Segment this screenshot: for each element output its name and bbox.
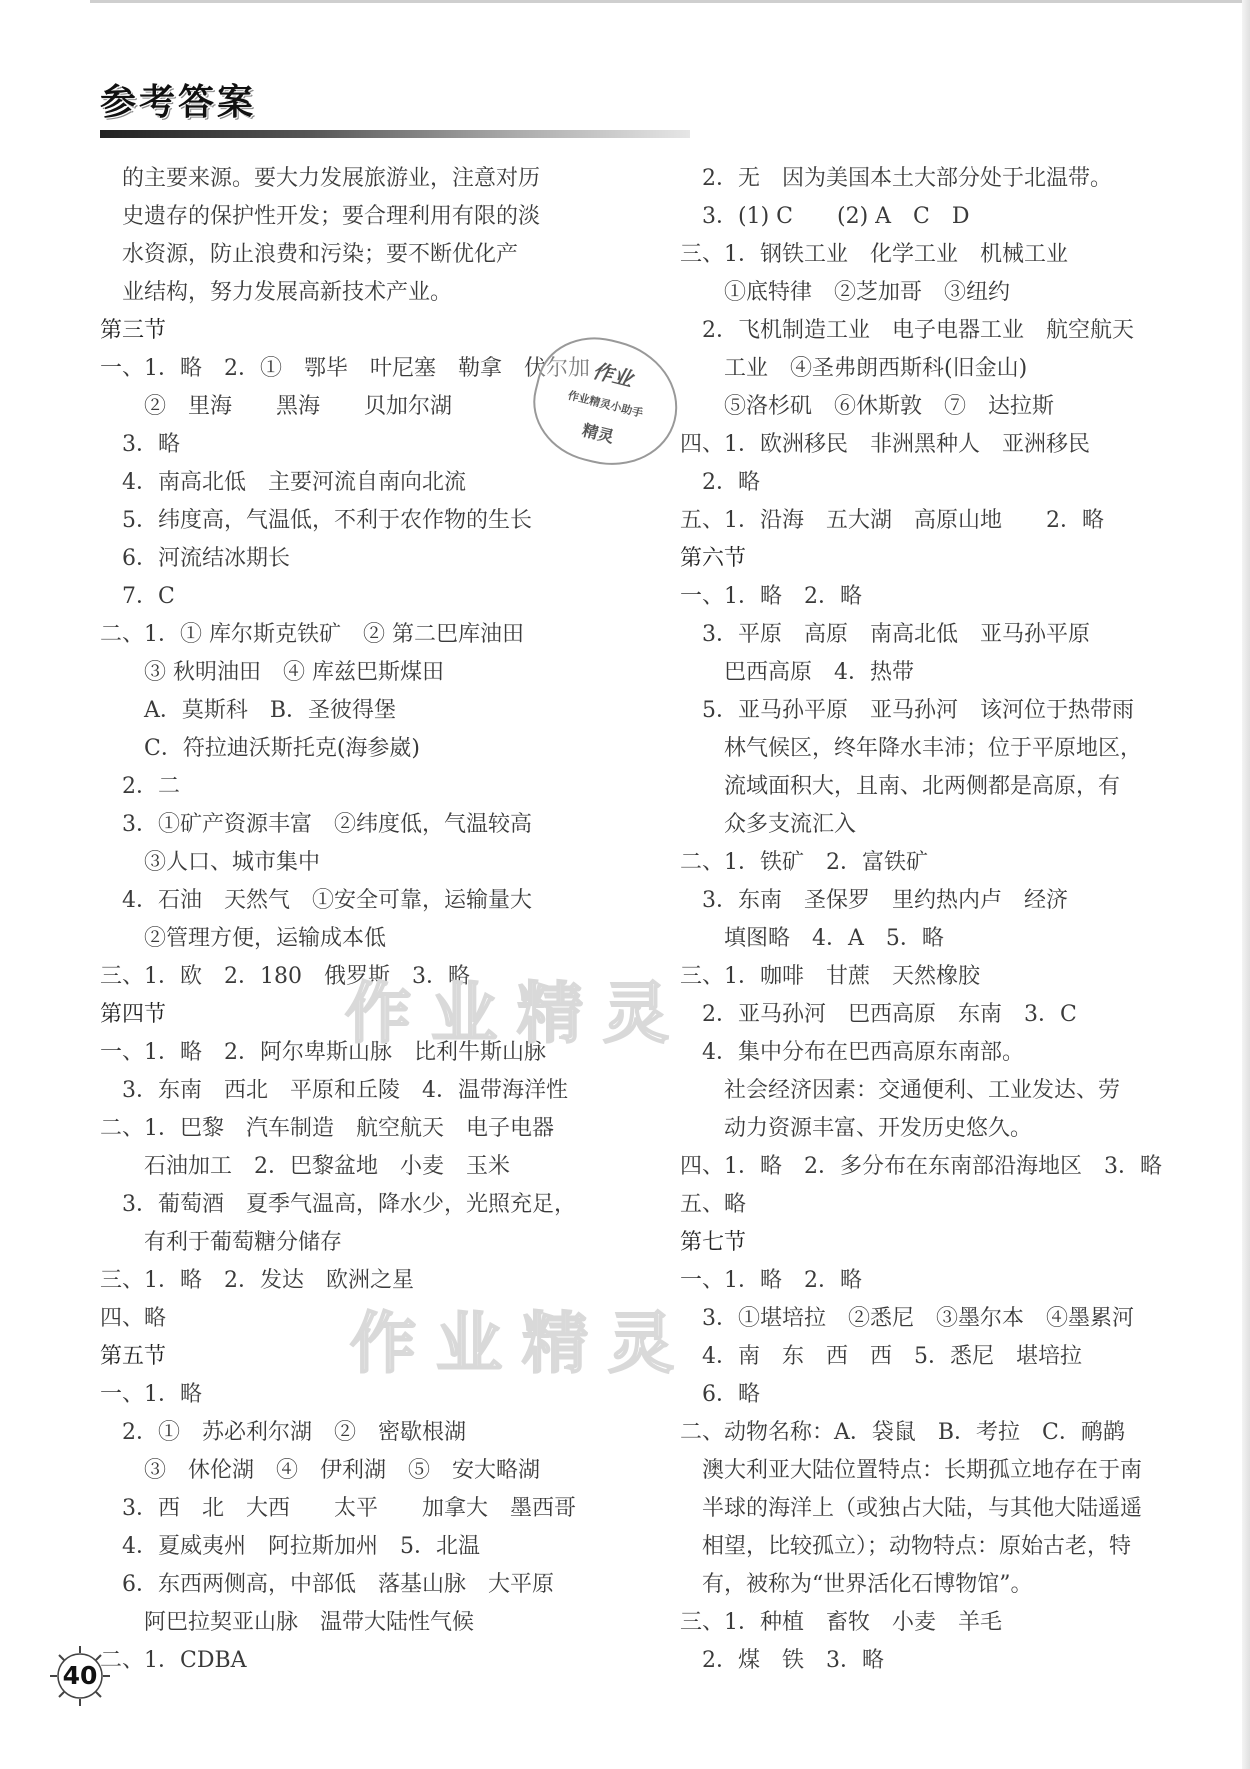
top-border	[90, 0, 1250, 3]
section-heading: 第五节	[100, 1344, 167, 1369]
answer-line: ③ 休伦湖 ④ 伊利湖 ⑤ 安大略湖	[100, 1458, 541, 1483]
answer-line: 2．略	[680, 470, 760, 495]
answer-line: 林气候区，终年降水丰沛；位于平原地区，	[680, 736, 1143, 761]
answer-line: 二、1．巴黎 汽车制造 航空航天 电子电器	[100, 1116, 554, 1141]
answer-line: 有，被称为“世界活化石博物馆”。	[680, 1572, 1033, 1597]
section-heading: 第四节	[100, 1002, 167, 1027]
right-column	[680, 160, 1200, 1680]
answer-line: 四、1．略 2．多分布在东南部沿海地区 3．略	[680, 1154, 1162, 1179]
answer-line: 二、动物名称：A．袋鼠 B．考拉 C．鸸鹋	[680, 1420, 1125, 1445]
stamp-line-1: 作业	[590, 358, 636, 392]
section-heading: 第七节	[680, 1230, 747, 1255]
answer-line: 3．西 北 大西 太平 加拿大 墨西哥	[100, 1496, 576, 1521]
answer-line: 四、略	[100, 1306, 167, 1331]
answer-line: ② 里海 黑海 贝加尔湖	[100, 394, 453, 419]
page-edge	[1242, 0, 1250, 1769]
answer-line: 动力资源丰富、开发历史悠久。	[680, 1116, 1033, 1141]
answer-line: 3．东南 西北 平原和丘陵 4．温带海洋性	[100, 1078, 568, 1103]
watermark-text: 作业精灵	[350, 1305, 694, 1382]
answer-line: 2．① 苏必利尔湖 ② 密歇根湖	[100, 1420, 466, 1445]
answer-line: 一、1．略 2．略	[680, 584, 862, 609]
answer-line: 石油加工 2．巴黎盆地 小麦 玉米	[100, 1154, 510, 1179]
answer-line: 水资源，防止浪费和污染；要不断优化产	[100, 242, 519, 267]
answer-line: 3．葡萄酒 夏季气温高，降水少，光照充足，	[100, 1192, 576, 1217]
answer-line: 2．无 因为美国本土大部分处于北温带。	[680, 166, 1112, 191]
answer-line: 阿巴拉契亚山脉 温带大陆性气候	[100, 1610, 475, 1635]
answer-line: 三、1．略 2．发达 欧洲之星	[100, 1268, 414, 1293]
answer-line: 3．东南 圣保罗 里约热内卢 经济	[680, 888, 1068, 913]
answer-line: 众多支流汇入	[680, 812, 857, 837]
answer-line: 4．集中分布在巴西高原东南部。	[680, 1040, 1024, 1065]
answer-line: 一、1．略 2．阿尔卑斯山脉 比利牛斯山脉	[100, 1040, 546, 1065]
answer-line: 2．二	[100, 774, 180, 799]
answer-line: 三、1．咖啡 甘蔗 天然橡胶	[680, 964, 980, 989]
answer-line: 7．C	[100, 584, 175, 609]
answer-line: 一、1．略 2．略	[680, 1268, 862, 1293]
answer-line: 澳大利亚大陆位置特点：长期孤立地存在于南	[680, 1458, 1143, 1483]
answer-line: 4．南 东 西 西 5．悉尼 堪培拉	[680, 1344, 1082, 1369]
answer-line: 三、1．种植 畜牧 小麦 羊毛	[680, 1610, 1002, 1635]
answer-line: 3．(1) C (2) A C D	[680, 204, 970, 229]
answer-line: 2．亚马孙河 巴西高原 东南 3．C	[680, 1002, 1077, 1027]
answer-line: 3．①堪培拉 ②悉尼 ③墨尔本 ④墨累河	[680, 1306, 1134, 1331]
answer-line: 3．①矿产资源丰富 ②纬度低，气温较高	[100, 812, 532, 837]
answer-line: 5．纬度高，气温低，不利于农作物的生长	[100, 508, 532, 533]
answer-line: 五、略	[680, 1192, 747, 1217]
answer-line: 有利于葡萄糖分储存	[100, 1230, 343, 1255]
answer-line: 6．东西两侧高，中部低 落基山脉 大平原	[100, 1572, 554, 1597]
answer-line: 二、1．① 库尔斯克铁矿 ② 第二巴库油田	[100, 622, 524, 647]
answer-line: 一、1．略 2．① 鄂毕 叶尼塞 勒拿 伏尔加	[100, 356, 590, 381]
answer-line: C．符拉迪沃斯托克(海参崴)	[100, 736, 420, 761]
answer-line: 史遗存的保护性开发；要合理利用有限的淡	[100, 204, 541, 229]
answer-line: 3．略	[100, 432, 180, 457]
answer-line: 四、1．欧洲移民 非洲黑种人 亚洲移民	[680, 432, 1090, 457]
section-heading: 第三节	[100, 318, 167, 343]
answer-line: 三、1．欧 2．180 俄罗斯 3．略	[100, 964, 470, 989]
answer-line: 二、1．铁矿 2．富铁矿	[680, 850, 928, 875]
answer-line: ⑤洛杉矶 ⑥休斯敦 ⑦ 达拉斯	[680, 394, 1055, 419]
answer-line: 填图略 4．A 5．略	[680, 926, 944, 951]
answer-line: ③人口、城市集中	[100, 850, 321, 875]
answer-line: 二、1．CDBA	[100, 1648, 247, 1673]
answer-line: 工业 ④圣弗朗西斯科(旧金山)	[680, 356, 1028, 381]
answer-line: 4．夏威夷州 阿拉斯加州 5．北温	[100, 1534, 480, 1559]
answer-line: 6．河流结冰期长	[100, 546, 290, 571]
answer-line: ③ 秋明油田 ④ 库兹巴斯煤田	[100, 660, 444, 685]
answer-line: 五、1．沿海 五大湖 高原山地 2．略	[680, 508, 1104, 533]
answer-line: ②管理方便，运输成本低	[100, 926, 387, 951]
answer-line: 2．飞机制造工业 电子电器工业 航空航天	[680, 318, 1134, 343]
answer-line: 流域面积大，且南、北两侧都是高原，有	[680, 774, 1121, 799]
answer-line: 4．南高北低 主要河流自南向北流	[100, 470, 466, 495]
answer-line: 一、1．略	[100, 1382, 202, 1407]
answer-line: 业结构，努力发展高新技术产业。	[100, 280, 453, 305]
stamp-line-3: 精灵	[580, 420, 616, 447]
answer-line: 3．平原 高原 南高北低 亚马孙平原	[680, 622, 1090, 647]
page-title: 参考答案	[100, 82, 257, 123]
answer-line: 三、1．钢铁工业 化学工业 机械工业	[680, 242, 1068, 267]
answer-line: 半球的海洋上（或独占大陆，与其他大陆遥遥	[680, 1496, 1143, 1521]
answer-line: 社会经济因素：交通便利、工业发达、劳	[680, 1078, 1121, 1103]
stamp-line-2: 作业精灵小助手	[566, 388, 645, 421]
answer-line: 6．略	[680, 1382, 760, 1407]
answer-line: A．莫斯科 B．圣彼得堡	[100, 698, 397, 723]
answer-line: 4．石油 天然气 ①安全可靠，运输量大	[100, 888, 532, 913]
section-heading: 第六节	[680, 546, 747, 571]
answer-line: 相望，比较孤立）；动物特点：原始古老，特	[680, 1534, 1132, 1559]
watermark-text: 作业精灵	[345, 975, 689, 1052]
answer-line: 2．煤 铁 3．略	[680, 1648, 884, 1673]
answer-line: 巴西高原 4．热带	[680, 660, 914, 685]
answer-line: 的主要来源。要大力发展旅游业，注意对历	[100, 166, 541, 191]
answer-line: ①底特律 ②芝加哥 ③纽约	[680, 280, 1011, 305]
page-number: 40	[62, 1661, 98, 1690]
header-rule	[100, 130, 690, 138]
page-number-badge	[48, 1644, 112, 1708]
answer-line: 5．亚马孙平原 亚马孙河 该河位于热带雨	[680, 698, 1134, 723]
